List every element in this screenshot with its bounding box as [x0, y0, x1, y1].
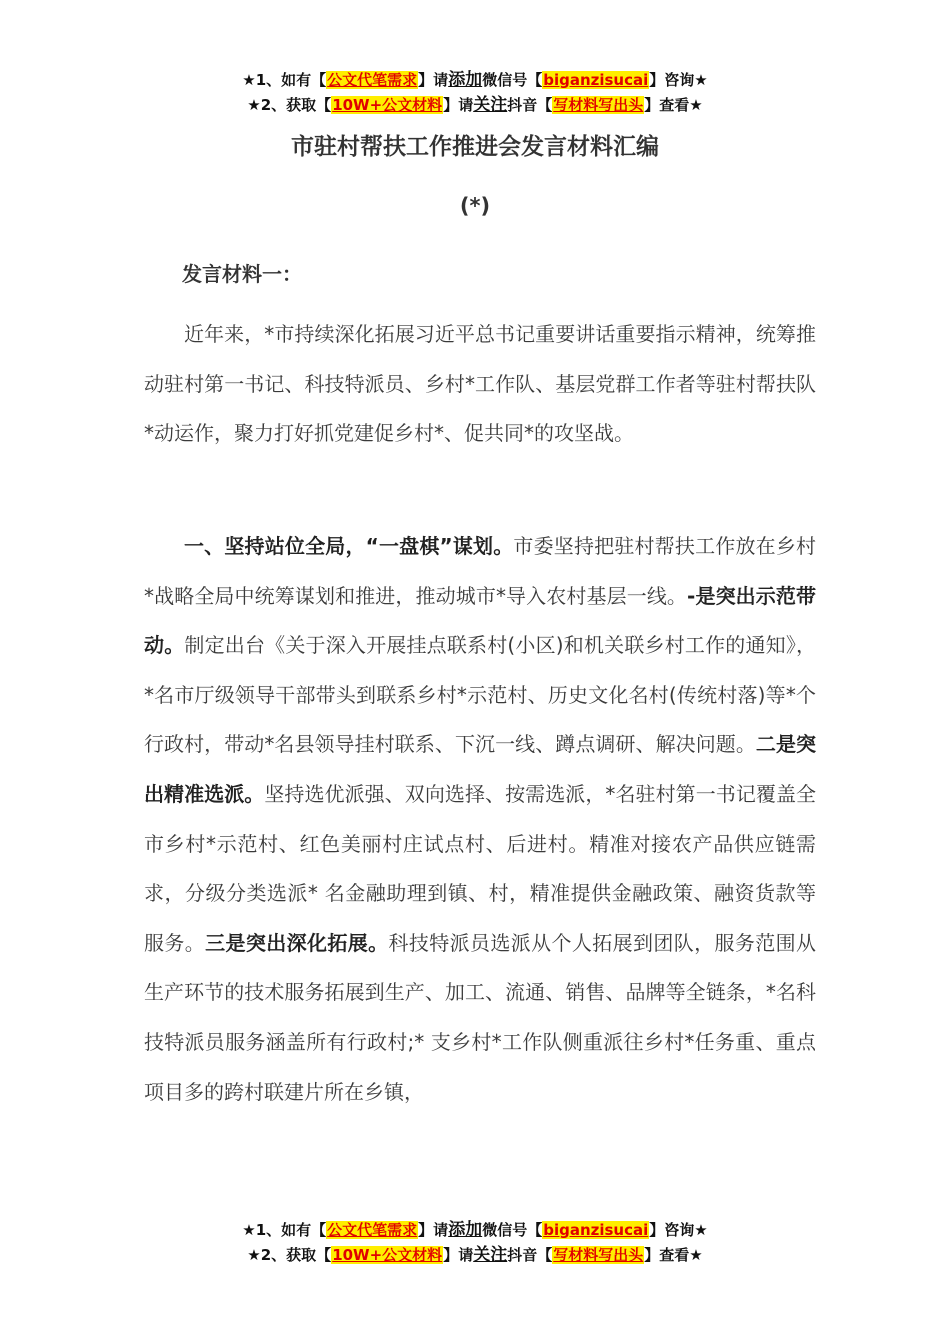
highlight-materials: 10W+公文材料	[332, 96, 443, 114]
highlight-wechat-id: biganzisucai	[543, 1221, 649, 1239]
section-heading: 一、坚持站位全局，“一盘棋”谋划。	[184, 534, 514, 558]
highlight-douyin: 写材料写出头	[553, 96, 644, 114]
point-two-heading: 二是突出精准选派。	[144, 732, 816, 806]
promo-line-2: ★2、获取【10W+公文材料】请关注抖音【写材料写出头】查看★	[247, 95, 703, 115]
highlight-wechat-id: biganzisucai	[543, 71, 649, 89]
promo-line-1: ★1、如有【公文代笔需求】请添加微信号【biganzisucai】咨询★	[242, 70, 708, 90]
highlight-douyin: 写材料写出头	[553, 1246, 644, 1264]
section-label: 发言材料一：	[182, 262, 302, 286]
point-one-heading: -是突出示范带动。	[144, 583, 816, 658]
document-title: 市驻村帮扶工作推进会发言材料汇编	[291, 134, 659, 160]
header-promo-banner	[0, 68, 950, 118]
paragraph-intro: 近年来，*市持续深化拓展习近平总书记重要讲话重要指示精神，统筹推动驻村第一书记、科技特派员、乡村*工作队、基层党群工作者等驻村帮扶队*动运作，聚力打好抓党建促乡村*、促共同*的攻坚战。	[144, 322, 816, 446]
highlight-service: 公文代笔需求	[327, 71, 418, 89]
point-three-heading: 三是突出深化拓展。	[205, 930, 389, 955]
paragraph-section-one: 一、坚持站位全局，“一盘棋”谋划。市委坚持把驻村帮扶工作放在乡村*战略全局中统筹谋划和推进，推动城市*导入农村基层一线。-是突出示范带动。制定出台《关于深入开展挂点联系村(小区)和机关联乡村工作的通知》，*名市厅级领导干部带头到联系乡村*示范村、历史文化名村(传统村落)等*个行政村，带动*名县领导挂村联系、下沉一线、蹲点调研、解决问题。二是突出精准选派。坚持选优派强、双向选择、按需选派，*名驻村第一书记覆盖全市乡村*示范村、红色美丽村庄试点村、后进村。精准对接农产品供应链需求，分级分类选派* 名金融助理到镇、村，精准提供金融政策、融资货款等服务。三是突出深化拓展。科技特派员选派从个人拓展到团队，服务范围从生产环节的技术服务拓展到生产、加工、流通、销售、品牌等全链条，*名科技特派员服务涵盖所有行政村;* 支乡村*工作队侧重派往乡村*任务重、重点项目多的跨村联建片所在乡镇，	[144, 534, 816, 1104]
footer-promo-banner	[0, 1218, 950, 1268]
highlight-materials: 10W+公文材料	[332, 1246, 443, 1264]
promo-line-2: ★2、获取【10W+公文材料】请关注抖音【写材料写出头】查看★	[247, 1245, 703, 1265]
highlight-service: 公文代笔需求	[327, 1221, 418, 1239]
document-subtitle: (*)	[459, 194, 491, 218]
promo-line-1: ★1、如有【公文代笔需求】请添加微信号【biganzisucai】咨询★	[242, 1220, 708, 1240]
